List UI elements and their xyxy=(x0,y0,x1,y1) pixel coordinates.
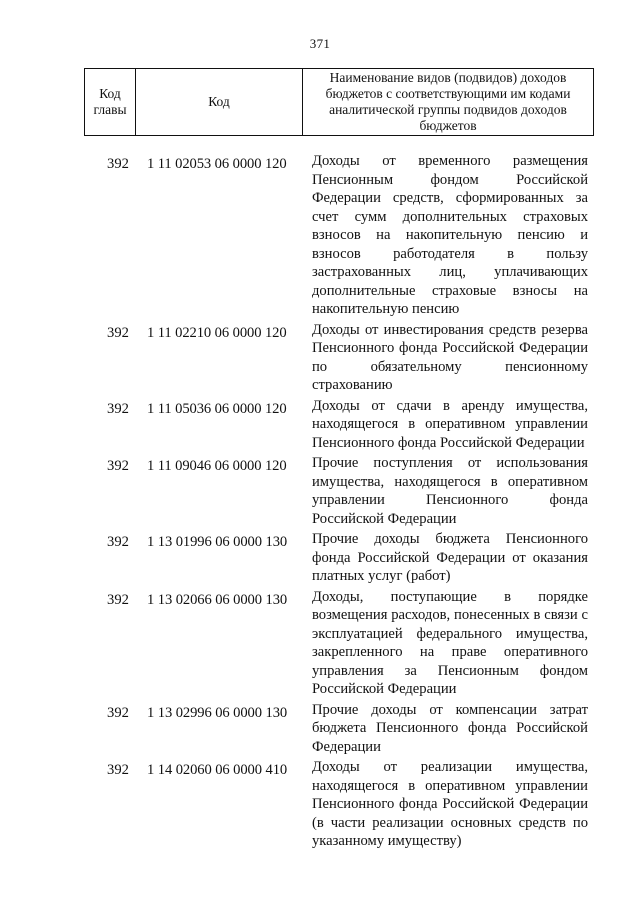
cell-name: Прочие доходы бюджета Пенсионного фонда Российской Федерации от оказания платных услуг (работ) xyxy=(312,531,588,584)
cell-name: Доходы, поступающие в порядке возмещения расходов, понесенных в связи с эксплуатацией федерального имущества, закрепленного на праве оперативного управления за Пенсионным фондом Российской Федерации xyxy=(312,588,588,697)
header-glava: Код главы xyxy=(85,69,136,136)
cell-glava: 392 xyxy=(107,534,129,550)
cell-kod: 1 13 02996 06 0000 130 xyxy=(147,704,288,721)
cell-name: Доходы от сдачи в аренду имущества, находящегося в оперативном управлении Пенсионного фонда Российской Федерации xyxy=(312,397,588,451)
cell-glava: 392 xyxy=(107,400,129,417)
cell-kod: 1 11 02053 06 0000 120 xyxy=(147,156,287,172)
header-name: Наименование видов (подвидов) доходов бюджетов с соответствующими им кодами аналитической группы подвидов доходов бюджетов xyxy=(303,69,594,136)
cell-kod: 1 13 01996 06 0000 130 xyxy=(147,534,288,550)
cell-glava: 392 xyxy=(107,704,129,721)
cell-glava: 392 xyxy=(107,762,129,778)
table-header xyxy=(84,68,594,136)
cell-glava: 392 xyxy=(107,156,129,172)
cell-name: Прочие доходы от компенсации затрат бюджета Пенсионного фонда Российской Федерации xyxy=(312,701,588,755)
table-row xyxy=(0,321,640,395)
cell-kod: 1 11 09046 06 0000 120 xyxy=(147,458,287,474)
table-row xyxy=(0,454,640,528)
table-row xyxy=(0,397,640,453)
cell-name: Прочие поступления от использования имущества, находящегося в оперативном управлении Пенсионного фонда Российской Федерации xyxy=(312,455,588,527)
cell-glava: 392 xyxy=(107,458,129,474)
table-row xyxy=(0,701,640,757)
cell-name: Доходы от временного размещения Пенсионным фондом Российской Федерации средств, сформированных за счет сумм дополнительных страховых взносов на накопительную пенсию и взносов работодателя в пользу застрахованных лиц, уплачивающих дополнительные страховые взносы на накопительную пенсию xyxy=(312,153,588,317)
header-kod: Код xyxy=(136,69,303,136)
cell-kod: 1 11 02210 06 0000 120 xyxy=(147,324,287,341)
page-number: 371 xyxy=(309,36,331,51)
cell-kod: 1 14 02060 06 0000 410 xyxy=(147,762,288,778)
cell-glava: 392 xyxy=(107,324,129,341)
cell-kod: 1 11 05036 06 0000 120 xyxy=(147,400,287,417)
table-body xyxy=(0,152,640,853)
table-row xyxy=(0,530,640,586)
table-row xyxy=(0,588,640,699)
table-row xyxy=(0,152,640,319)
cell-glava: 392 xyxy=(107,591,129,608)
table-row xyxy=(0,758,640,851)
cell-name: Доходы от инвестирования средств резерва Пенсионного фонда Российской Федерации по обязательному пенсионному страхованию xyxy=(312,321,588,393)
cell-name: Доходы от реализации имущества, находящегося в оперативном управлении Пенсионного фонда Российской Федерации (в части реализации основных средств по указанному имуществу) xyxy=(312,759,588,849)
cell-kod: 1 13 02066 06 0000 130 xyxy=(147,591,288,608)
